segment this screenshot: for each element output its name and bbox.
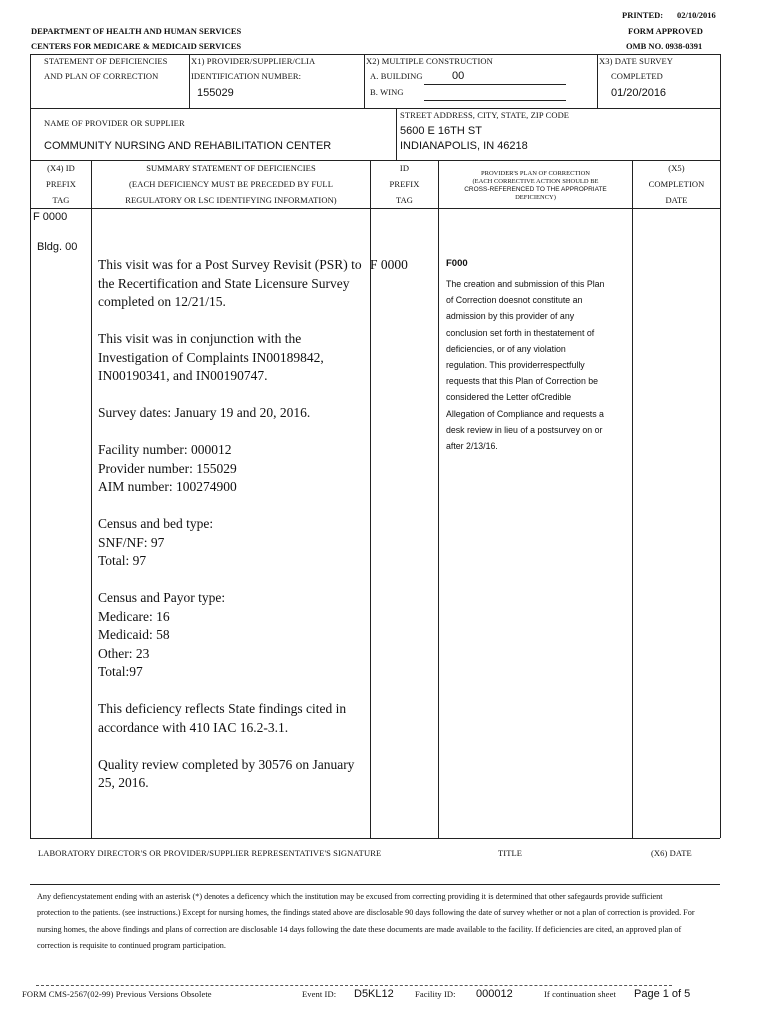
page-number: Page 1 of 5 xyxy=(634,988,691,1000)
summary-header-3: REGULATORY OR LSC IDENTIFYING INFORMATION) xyxy=(125,195,337,205)
facility-id: 000012 xyxy=(476,988,513,1000)
building-label: A. BUILDING xyxy=(370,71,423,81)
paragraph-state-findings: This deficiency reflects State findings cited in accordance with 410 IAC 16.2-3.1. xyxy=(98,701,347,735)
x5-header-3: DATE xyxy=(665,195,688,205)
rule-x2 xyxy=(364,54,365,108)
rule-right xyxy=(720,54,721,838)
printed-date: 02/10/2016 xyxy=(677,10,716,20)
centers-title: CENTERS FOR MEDICARE & MEDICAID SERVICES xyxy=(31,41,242,51)
rule-box2-bottom xyxy=(30,160,720,161)
building-value: 00 xyxy=(452,70,465,82)
continuation-label: If continuation sheet xyxy=(544,989,616,999)
provider-id-number: 155029 xyxy=(197,87,234,99)
street-address: 5600 E 16TH ST xyxy=(400,125,482,137)
plan-of-correction-text: The creation and submission of this Plan of Correction doesnot constitute an admission by this provider of any conclusion set forth in thestatement of deficiencies, or of any violation regulation. This providerrespectfully requests that this Plan of Correction be considered the Letter ofCredible Allegation of Compliance and requests a desk review in lieu of a postsurvey on or after 2/13/16. xyxy=(446,279,605,452)
poc-title: F000 xyxy=(446,258,468,269)
facility-id-label: Facility ID: xyxy=(415,989,456,999)
paragraph-quality-review: Quality review completed by 30576 on January 25, 2016. xyxy=(98,756,355,790)
event-id: D5KL12 xyxy=(354,988,394,1000)
paragraph-survey-dates: Survey dates: January 19 and 20, 2016. xyxy=(98,405,311,420)
poc-header-1: PROVIDER'S PLAN OF CORRECTION xyxy=(481,170,590,177)
statement-label-1: STATEMENT OF DEFICIENCIES xyxy=(44,56,168,66)
x4-header-2: PREFIX xyxy=(46,179,76,189)
id-header-3: TAG xyxy=(395,195,414,205)
director-signature-label: LABORATORY DIRECTOR'S OR PROVIDER/SUPPLIER REPRESENTATIVE'S SIGNATURE xyxy=(38,848,382,858)
rule-signature-bottom xyxy=(30,884,720,885)
wing-label: B. WING xyxy=(370,87,404,97)
building-tag: Bldg. 00 xyxy=(37,241,78,253)
city-state-zip: INDIANAPOLIS, IN 46218 xyxy=(400,140,528,152)
poc-header-3: CROSS-REFERENCED TO THE APPROPRIATE xyxy=(464,186,607,193)
x1-label-1: X1) PROVIDER/SUPPLIER/CLIA xyxy=(191,56,316,66)
rule-col-id xyxy=(438,160,439,838)
prefix-tag-mid: F 0000 xyxy=(370,257,408,272)
form-identifier: FORM CMS-2567(02-99) Previous Versions Obsolete xyxy=(22,989,212,999)
prefix-tag-left: F 0000 xyxy=(33,211,68,223)
rule-top xyxy=(30,54,720,55)
paragraph-census-payor: Census and Payor type: Medicare: 16 Medicaid: 58 Other: 23 Total:97 xyxy=(98,590,226,679)
statement-label-2: AND PLAN OF CORRECTION xyxy=(44,71,159,81)
rule-body-bottom xyxy=(30,838,720,839)
event-id-label: Event ID: xyxy=(302,989,337,999)
id-header-2: PREFIX xyxy=(389,179,420,189)
rule-box1-bottom xyxy=(30,108,720,109)
rule-col-prefix xyxy=(91,160,92,838)
department-title: DEPARTMENT OF HEALTH AND HUMAN SERVICES xyxy=(31,26,242,36)
x4-header-3: TAG xyxy=(52,195,70,205)
form-approved: FORM APPROVED xyxy=(628,26,703,36)
printed-label: PRINTED: xyxy=(622,10,664,20)
provider-name: COMMUNITY NURSING AND REHABILITATION CENTER xyxy=(44,140,332,152)
omb-number: OMB NO. 0938-0391 xyxy=(626,41,703,51)
x5-header-2: COMPLETION xyxy=(648,179,705,189)
provider-name-label: NAME OF PROVIDER OR SUPPLIER xyxy=(44,118,185,128)
rule-col-poc xyxy=(632,160,633,838)
rule-columns-bottom xyxy=(30,208,720,209)
summary-header-1: SUMMARY STATEMENT OF DEFICIENCIES xyxy=(146,163,316,173)
summary-statement xyxy=(98,256,368,811)
x4-header-1: (X4) ID xyxy=(47,163,75,173)
disclosure-footnote: Any defiencystatement ending with an asterisk (*) denotes a deficency which the institution may be excused from correcting providing it is determined that other safegaurds provide sufficient protection to the patients. (see instructions.) Except for nursing homes, the findings stated above are disclosable 90 days following the date of survey whether or not a plan of correction is provided. For nursing homes, the above findings and plans of correction are disclosable 14 days following the date these documents are made available to the facility. If deficiencies are cited, an approved plan of correction is requisite to continued program participation. xyxy=(37,892,695,950)
rule-x1 xyxy=(189,54,190,108)
address-label: STREET ADDRESS, CITY, STATE, ZIP CODE xyxy=(400,110,570,120)
x1-label-2: IDENTIFICATION NUMBER: xyxy=(191,71,302,81)
wing-underline xyxy=(424,100,566,101)
survey-completed-date: 01/20/2016 xyxy=(611,87,667,99)
x6-date-label: (X6) DATE xyxy=(651,848,692,858)
rule-address xyxy=(396,108,397,160)
paragraph-facility-numbers: Facility number: 000012 Provider number: 155029 AIM number: 100274900 xyxy=(98,442,237,494)
rule-x3 xyxy=(597,54,598,108)
x2-label: X2) MULTIPLE CONSTRUCTION xyxy=(366,56,493,66)
paragraph-census-bed: Census and bed type: SNF/NF: 97 Total: 97 xyxy=(98,516,214,568)
summary-header-2: (EACH DEFICIENCY MUST BE PRECEDED BY FULL xyxy=(128,179,334,189)
x5-header-1: (X5) xyxy=(668,163,685,173)
title-label: TITLE xyxy=(498,848,523,858)
paragraph-complaints: This visit was in conjunction with the Investigation of Complaints IN00189842, IN00190341, and IN00190747. xyxy=(98,331,324,383)
footer-rule xyxy=(36,985,672,986)
id-header-1: ID xyxy=(399,163,410,173)
poc-header-4: DEFICIENCY) xyxy=(515,194,556,201)
poc-header-2: (EACH CORRECTIVE ACTION SHOULD BE xyxy=(472,178,599,185)
x3-label-2: COMPLETED xyxy=(611,71,663,81)
building-underline xyxy=(424,84,566,85)
paragraph-psr: This visit was for a Post Survey Revisit (PSR) to the Recertification and State Licensure Survey completed on 12/21/15. xyxy=(98,257,362,309)
x3-label-1: X3) DATE SURVEY xyxy=(599,56,674,66)
